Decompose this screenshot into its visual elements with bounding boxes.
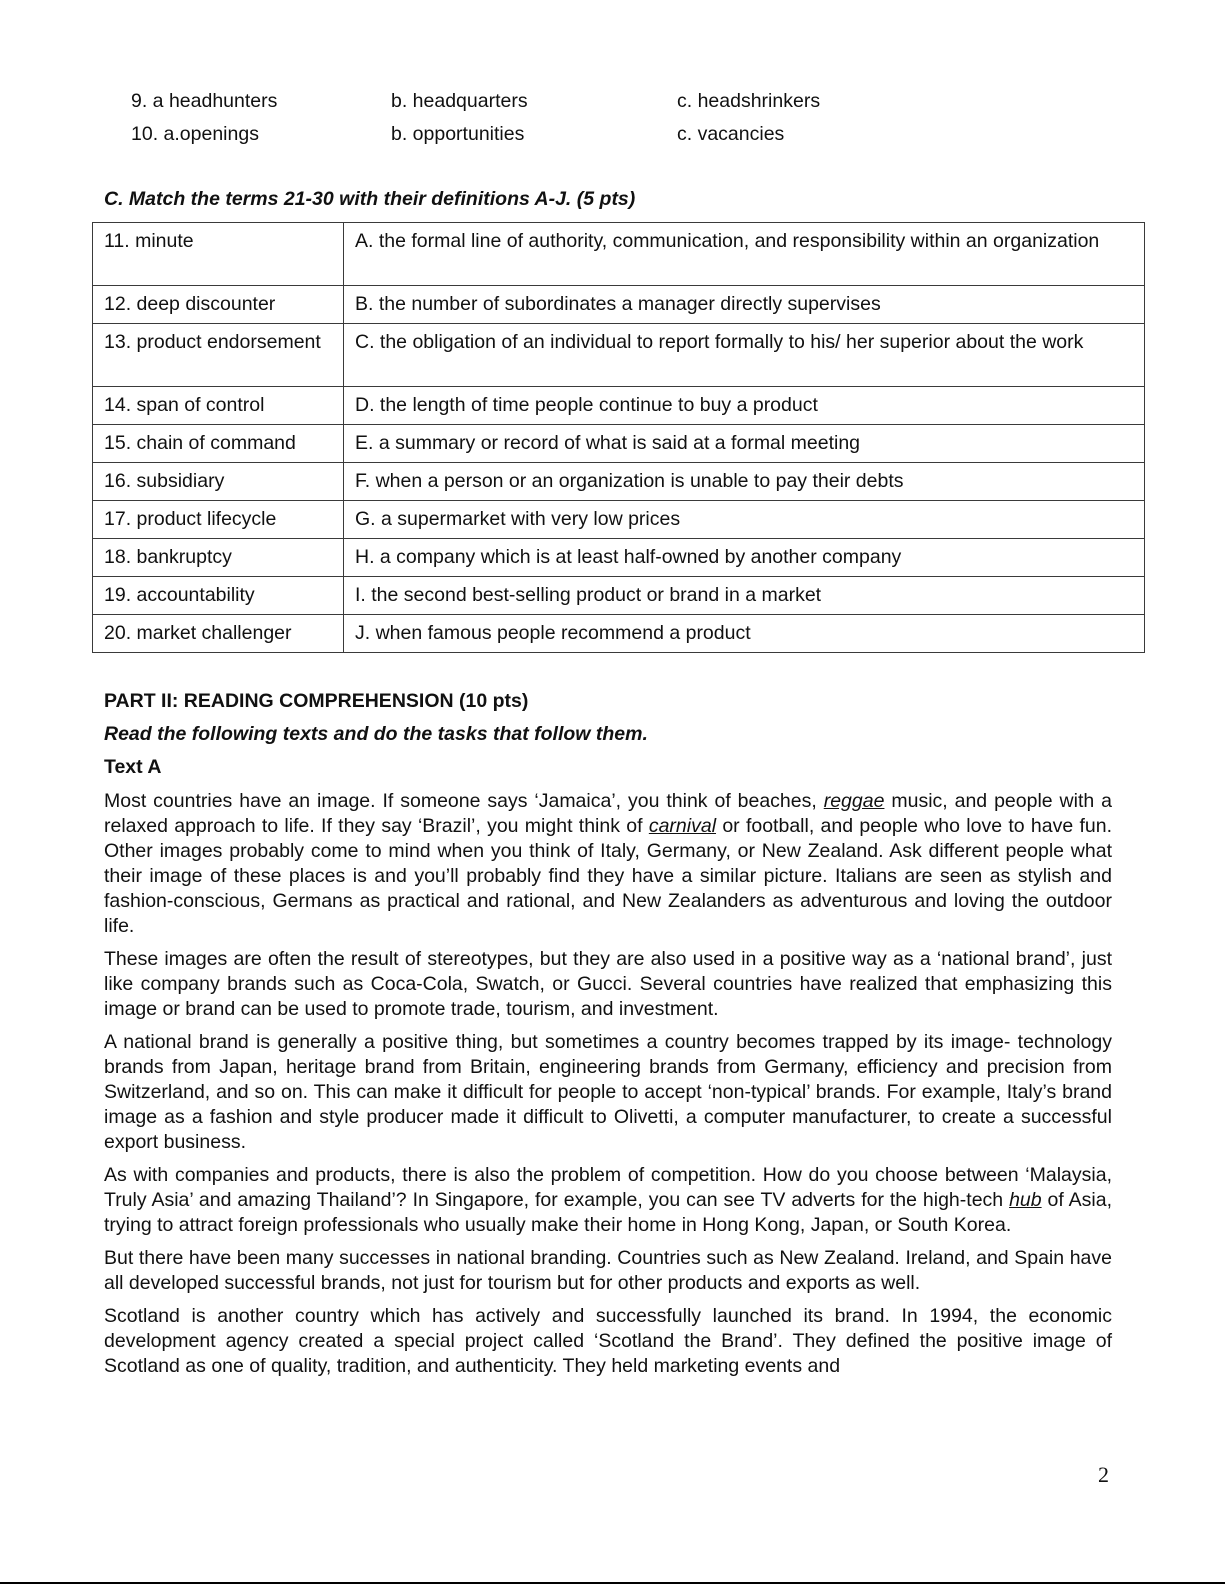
paragraph-text: Most countries have an image. If someone says ‘Jamaica’, you think of beaches, (104, 790, 824, 812)
definition-cell (344, 324, 1145, 387)
section-c-title: C. Match the terms 21-30 with their definitions A-J. (5 pts) (104, 188, 636, 210)
term-cell: 16. subsidiary (93, 463, 344, 501)
mc-option-b: b. opportunities (391, 123, 525, 145)
term-cell: 13. product endorsement (93, 324, 344, 387)
definition-cell (344, 463, 1145, 501)
paragraph-text: of Asia, trying to attract foreign professionals who usually make their home in Hong Kong, Japan, or South Korea. (104, 1189, 1112, 1236)
term-cell: 15. chain of command (93, 425, 344, 463)
term-cell: 14. span of control (93, 387, 344, 425)
table-row (93, 425, 1145, 463)
term-cell: 17. product lifecycle (93, 501, 344, 539)
definition-text: H. a company which is at least half-owned by another company (355, 546, 902, 568)
definition-cell (344, 425, 1145, 463)
table-row (93, 223, 1145, 286)
mc-option-a: 9. a headhunters (131, 90, 278, 112)
mc-question-9 (0, 90, 1225, 120)
table-row (93, 577, 1145, 615)
definition-text: B. the number of subordinates a manager directly supervises (355, 293, 881, 315)
mc-option-b: b. headquarters (391, 90, 528, 112)
table-row (93, 539, 1145, 577)
definition-cell (344, 615, 1145, 653)
page-number: 2 (1098, 1462, 1109, 1487)
table-row (93, 324, 1145, 387)
definition-cell (344, 286, 1145, 324)
paragraph-6: Scotland is another country which has actively and successfully launched its brand. In 1994, the economic development agency created a special project called ‘Scotland the Brand’. They defined the positive image of Scotland as one of quality, tradition, and authenticity. They held marketing events and (104, 1305, 1112, 1377)
mc-option-c: c. headshrinkers (677, 90, 821, 112)
term-cell: 11. minute (93, 223, 344, 286)
part2-heading: PART II: READING COMPREHENSION (10 pts) (104, 690, 529, 712)
definition-text: G. a supermarket with very low prices (355, 508, 681, 530)
term-cell: 12. deep discounter (93, 286, 344, 324)
mc-option-c: c. vacancies (677, 123, 785, 145)
definition-cell (344, 223, 1145, 286)
term-cell: 19. accountability (93, 577, 344, 615)
matching-table (92, 222, 1145, 653)
definition-text: A. the formal line of authority, communication, and responsibility within an organization (355, 230, 1100, 252)
mc-question-10 (0, 123, 1225, 153)
paragraph-1 (104, 789, 1112, 939)
part2-reading-section (104, 690, 1112, 1387)
definition-text: D. the length of time people continue to buy a product (355, 394, 818, 416)
term-cell: 20. market challenger (93, 615, 344, 653)
paragraph-2: These images are often the result of stereotypes, but they are also used in a positive way as a ‘national brand’, just like company brands such as Coca-Cola, Swatch, or Gucci. Several countries have realized that emphasizing this image or brand can be used to promote trade, tourism, and investment. (104, 948, 1112, 1020)
page-bottom-divider (0, 1582, 1225, 1584)
table-row (93, 387, 1145, 425)
paragraph-5: But there have been many successes in national branding. Countries such as New Zealand. Ireland, and Spain have all developed successful brands, not just for tourism but for other products and exports as well. (104, 1247, 1112, 1294)
definition-text: E. a summary or record of what is said at a formal meeting (355, 432, 861, 454)
table-row (93, 463, 1145, 501)
table-row (93, 501, 1145, 539)
part2-instruction: Read the following texts and do the tasks that follow them. (104, 723, 648, 745)
underlined-word-hub: hub (1009, 1189, 1042, 1211)
paragraph-text: As with companies and products, there is also the problem of competition. How do you choose between ‘Malaysia, Truly Asia’ and amazing Thailand’? In Singapore, for example, you can see TV adverts for the high-tech (104, 1164, 1112, 1211)
paragraph-4 (104, 1163, 1112, 1238)
paragraph-3: A national brand is generally a positive thing, but sometimes a country becomes trapped by its image- technology brands from Japan, heritage brand from Britain, engineering brands from Germany, efficiency and precision from Switzerland, and so on. This can make it difficult for people to accept ‘non-typical’ brands. For example, Italy’s brand image as a fashion and style producer made it difficult to Olivetti, a computer manufacturer, to create a successful export business. (104, 1031, 1112, 1153)
paragraph-text: music, and people with a relaxed approach to life. If they say ‘Brazil’, you might think of (104, 790, 1112, 837)
term-cell: 18. bankruptcy (93, 539, 344, 577)
paragraph-text: or football, and people who love to have fun. Other images probably come to mind when you think of Italy, Germany, or New Zealand. Ask different people what their image of these places is and you’ll probably find they have a similar picture. Italians are seen as stylish and fashion-conscious, Germans as practical and rational, and New Zealanders as adventurous and loving the outdoor life. (104, 815, 1112, 937)
definition-text: I. the second best-selling product or brand in a market (355, 584, 822, 606)
mc-option-a: 10. a.openings (131, 123, 259, 145)
definition-text: J. when famous people recommend a product (355, 622, 751, 644)
definition-cell (344, 539, 1145, 577)
underlined-word-reggae: reggae (823, 790, 885, 812)
underlined-word-carnival: carnival (648, 815, 717, 837)
table-row (93, 615, 1145, 653)
text-a-label: Text A (104, 756, 162, 778)
table-row (93, 286, 1145, 324)
definition-cell (344, 501, 1145, 539)
definition-text: F. when a person or an organization is unable to pay their debts (355, 470, 904, 492)
definition-text: C. the obligation of an individual to report formally to his/ her superior about the work (355, 331, 1084, 353)
definition-cell (344, 577, 1145, 615)
definition-cell (344, 387, 1145, 425)
